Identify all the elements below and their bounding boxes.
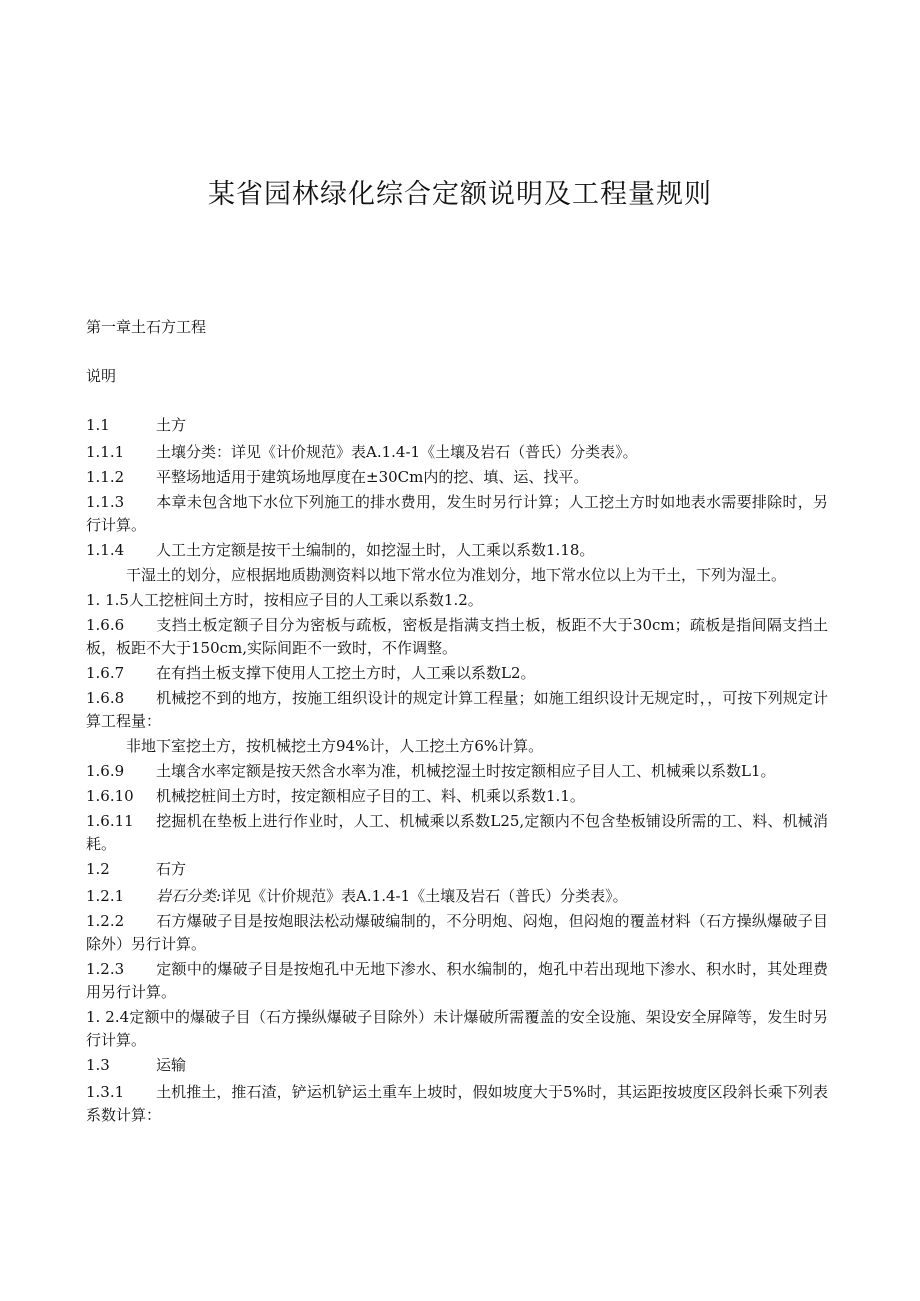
paragraph-text: 土机推土，推石渣，铲运机铲运土重车上坡时，假如坡度大于5%时，其运距按坡度区段斜长乘下列表系数计算： — [86, 1083, 828, 1124]
paragraph-1-6-11 — [86, 810, 828, 856]
paragraph-number: 1.6.8 — [86, 689, 125, 707]
section-label: 石方 — [156, 860, 187, 878]
paragraph-text: 详见《计价规范》表A.1.4-1《土壤及岩石（普氏）分类表》。 — [221, 887, 628, 905]
paragraph-text: 土壤含水率定额是按天然含水率为准，机械挖湿土时按定额相应子目人工、机械乘以系数L1。 — [156, 762, 776, 780]
section-label: 土方 — [156, 416, 187, 434]
paragraph-text: 人工土方定额是按干土编制的，如挖湿土时，人工乘以系数1.18。 — [156, 541, 595, 559]
paragraph-text: 土壤分类：详见《计价规范》表A.1.4-1《土壤及岩石（普氏）分类表》。 — [156, 443, 638, 461]
section-label-shuoming: 说明 — [86, 367, 117, 385]
paragraph-number: 1.1.2 — [86, 468, 125, 486]
paragraph-text: 平整场地适用于建筑场地厚度在±30Cm内的挖、填、运、找平。 — [156, 468, 589, 486]
section-heading-1-3 — [86, 1054, 828, 1077]
paragraph-1-6-10 — [86, 785, 828, 808]
paragraph-1-6-6 — [86, 614, 828, 660]
paragraph-1-6-7 — [86, 662, 828, 685]
paragraph-number: 1.1.4 — [86, 541, 125, 559]
document-body — [86, 414, 828, 1129]
chapter-heading: 第一章土石方工程 — [86, 318, 207, 336]
section-label: 运输 — [156, 1056, 187, 1074]
section-number: 1.1 — [86, 416, 110, 434]
paragraph-1-1-5: 1. 1.5人工挖桩间土方时，按相应子目的人工乘以系数1.2。 — [86, 591, 483, 609]
paragraph-1-6-8 — [86, 687, 828, 733]
paragraph-number: 1.6.6 — [86, 616, 125, 634]
paragraph-1-1-1 — [86, 441, 828, 464]
paragraph-number: 1.6.11 — [86, 812, 134, 830]
paragraph-1-1-4-continued: 干湿土的划分，应根据地质勘测资料以地下常水位为准划分，地下常水位以上为干土，下列为湿土。 — [126, 566, 787, 584]
paragraph-text: 在有挡土板支撑下使用人工挖土方时，人工乘以系数L2。 — [156, 664, 536, 682]
paragraph-1-1-2 — [86, 466, 828, 489]
paragraph-number: 1.2.2 — [86, 912, 125, 930]
paragraph-text: 支挡土板定额子目分为密板与疏板，密板是指满支挡土板，板距不大于30cm；疏板是指间隔支挡土板，板距不大于150cm,实际间距不一致时，不作调整。 — [86, 616, 828, 657]
paragraph-1-1-3 — [86, 491, 828, 537]
paragraph-text: 本章未包含地下水位下列施工的排水费用，发生时另行计算；人工挖土方时如地表水需要排除时，另行计算。 — [86, 493, 828, 534]
paragraph-number: 1.2.3 — [86, 960, 125, 978]
paragraph-number: 1.1.1 — [86, 443, 125, 461]
paragraph-1-1-4 — [86, 539, 828, 562]
section-number: 1.3 — [86, 1056, 110, 1074]
section-heading-1-1 — [86, 414, 828, 437]
paragraph-text: 挖掘机在垫板上进行作业时，人工、机械乘以系数L25,定额内不包含垫板铺设所需的工、料、机械消耗。 — [86, 812, 828, 853]
paragraph-1-2-4: 1. 2.4定额中的爆破子目（石方操纵爆破子目除外）未计爆破所需覆盖的安全设施、架设安全屏障等，发生时另行计算。 — [86, 1008, 828, 1049]
paragraph-1-2-3 — [86, 958, 828, 1004]
paragraph-number: 1.3.1 — [86, 1083, 125, 1101]
paragraph-number: 1.6.9 — [86, 762, 125, 780]
paragraph-text: 石方爆破子目是按炮眼法松动爆破编制的，不分明炮、闷炮，但闷炮的覆盖材料（石方操纵爆破子目除外）另行计算。 — [86, 912, 828, 953]
paragraph-1-2-1 — [86, 885, 828, 908]
paragraph-1-6-8-continued: 非地下室挖土方，按机械挖土方94%计，人工挖土方6%计算。 — [126, 737, 544, 755]
paragraph-text: 机械挖不到的地方，按施工组织设计的规定计算工程量；如施工组织设计无规定时，，可按下列规定计算工程量： — [86, 689, 828, 730]
paragraph-text: 定额中的爆破子目是按炮孔中无地下渗水、积水编制的，炮孔中若出现地下渗水、积水时，其处理费用另行计算。 — [86, 960, 828, 1001]
paragraph-number: 1.1.3 — [86, 493, 125, 511]
paragraph-1-3-1 — [86, 1081, 828, 1127]
paragraph-1-2-2 — [86, 910, 828, 956]
paragraph-1-6-9 — [86, 760, 828, 783]
paragraph-italic-lead: 岩石分类: — [156, 887, 222, 905]
document-title: 某省园林绿化综合定额说明及工程量规则 — [208, 179, 712, 210]
paragraph-text: 机械挖桩间土方时，按定额相应子目的工、料、机乘以系数1.1。 — [156, 787, 585, 805]
paragraph-number: 1.2.1 — [86, 887, 125, 905]
paragraph-number: 1.6.10 — [86, 787, 134, 805]
section-heading-1-2 — [86, 858, 828, 881]
paragraph-number: 1.6.7 — [86, 664, 125, 682]
section-number: 1.2 — [86, 860, 110, 878]
